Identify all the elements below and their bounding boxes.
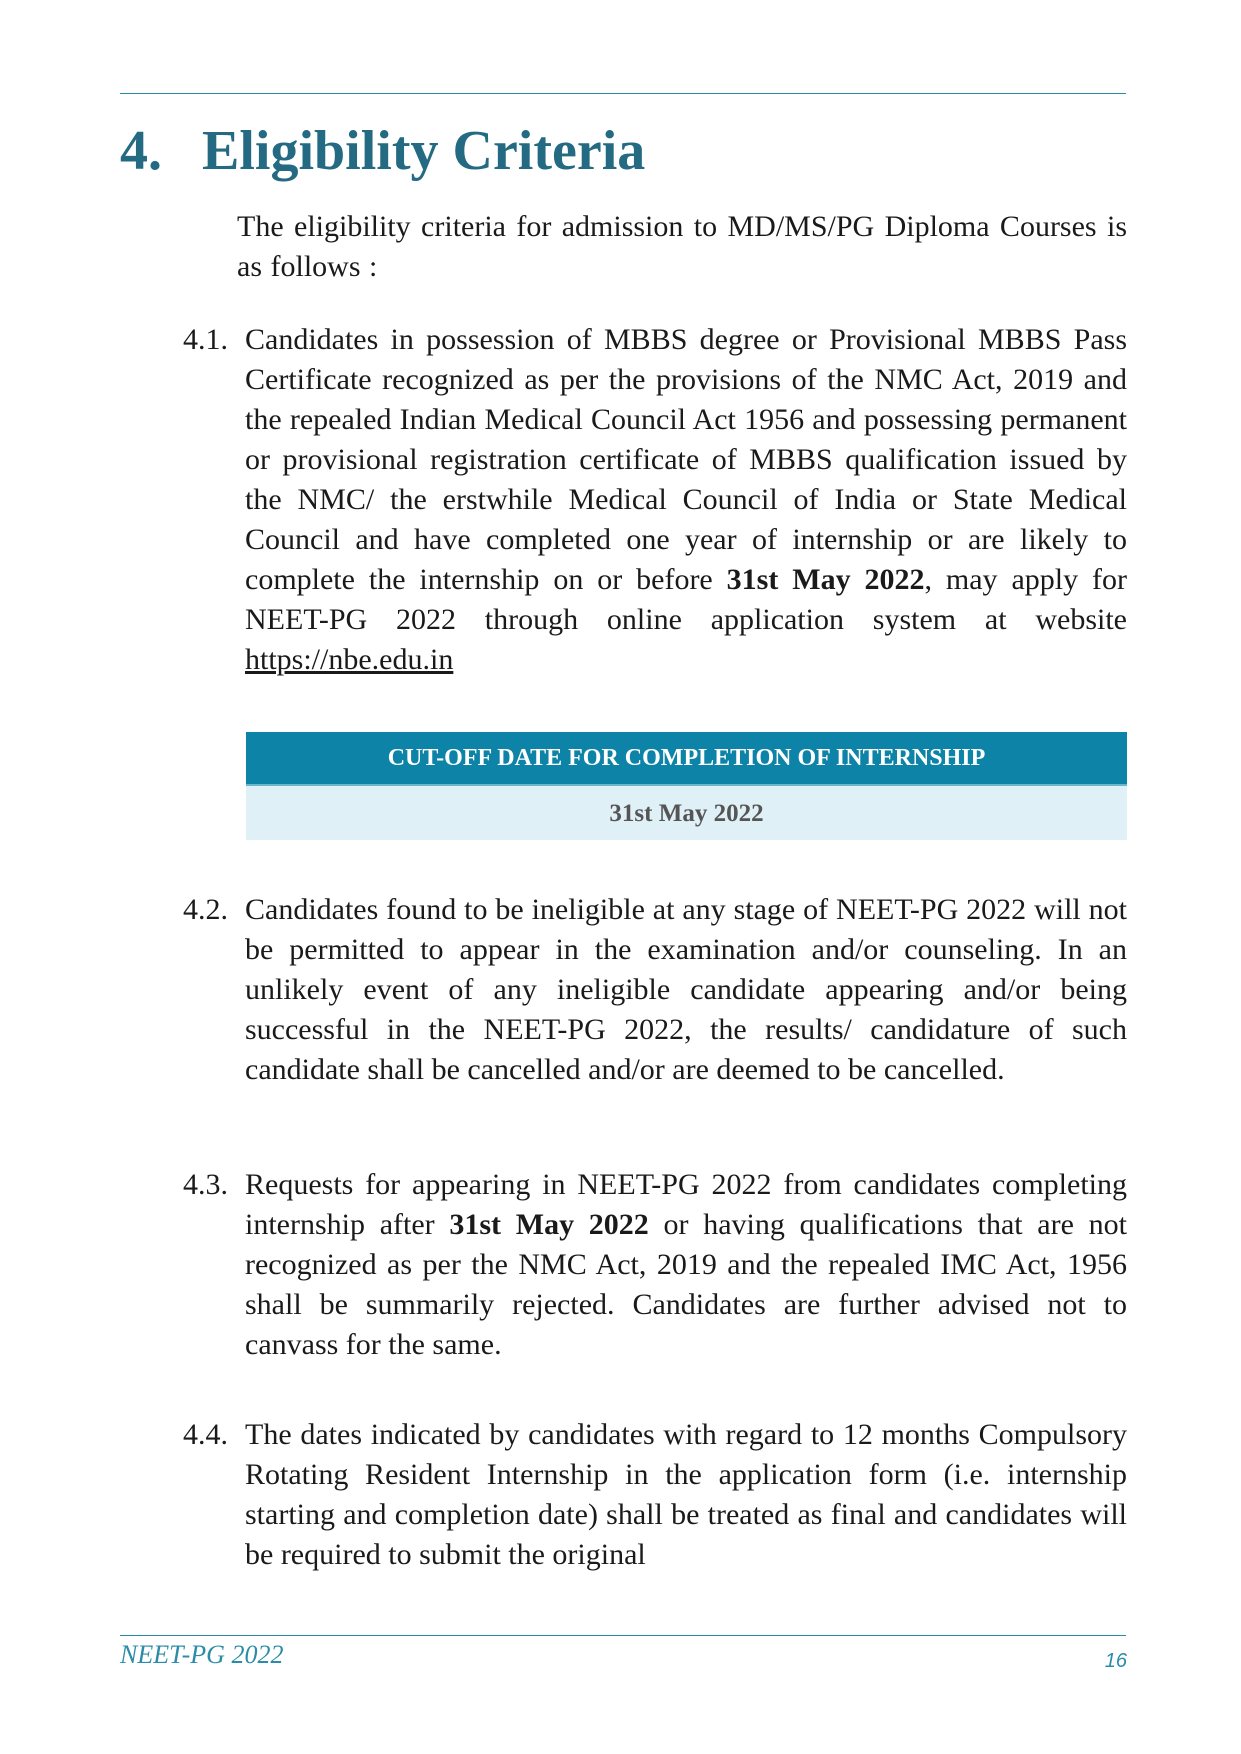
item-text-part: Requests for appearing in NEET-PG 2022 from candidates completing internship after (245, 1168, 1127, 1241)
intro-paragraph: The eligibility criteria for admission to MD/MS/PG Diploma Courses is as follows : (237, 210, 1127, 283)
top-rule (120, 93, 1126, 94)
item-text-part: Candidates in possession of MBBS degree or Provisional MBBS Pass Certificate recognized as per the provisions of the NMC Act, 2019 and the repealed Indian Medical Council Act 1956 and possessing permanent or provisional registration certificate of MBBS qualification issued by the NMC/ the erstwhile Medical Council of India or State Medical Council and have completed one year of internship or are likely to complete the internship on or before (245, 323, 1127, 596)
item-number: 4.4. (183, 1418, 228, 1451)
cutoff-date-callout (246, 732, 1127, 840)
item-number: 4.1. (183, 323, 228, 356)
section-number: 4. (120, 120, 162, 182)
criteria-item-4-4 (183, 1415, 1127, 1575)
item-number: 4.2. (183, 893, 228, 926)
cutoff-date-bold: 31st May 2022 (726, 563, 925, 596)
nbe-website-link[interactable]: https://nbe.edu.in (245, 643, 454, 676)
footer-title: NEET-PG 2022 (120, 1640, 284, 1669)
criteria-item-4-3 (183, 1165, 1127, 1365)
item-number: 4.3. (183, 1168, 228, 1201)
callout-value: 31st May 2022 (246, 786, 1127, 840)
item-text (245, 320, 1127, 680)
item-text: Candidates found to be ineligible at any stage of NEET-PG 2022 will not be permitted to appear in the examination and/or counseling. In an unlikely event of any ineligible candidate appearing and/or being successful in the NEET-PG 2022, the results/ candidature of such candidate shall be cancelled and/or are deemed to be cancelled. (245, 893, 1127, 1086)
criteria-item-4-1 (183, 320, 1127, 680)
item-text-part: , may apply for NEET-PG 2022 through online application system at website (245, 563, 1128, 636)
criteria-item-4-2 (183, 890, 1127, 1090)
cutoff-date-bold: 31st May 2022 (449, 1208, 649, 1241)
callout-header: CUT-OFF DATE FOR COMPLETION OF INTERNSHIP (246, 732, 1127, 786)
item-text-part: or having qualifications that are not recognized as per the NMC Act, 2019 and the repealed IMC Act, 1956 shall be summarily rejected. Candidates are further advised not to canvass for the same. (245, 1208, 1127, 1361)
item-text: The dates indicated by candidates with regard to 12 months Compulsory Rotating Resident Internship in the application form (i.e. internship starting and completion date) shall be treated as final and candidates will be required to submit the original (245, 1418, 1127, 1571)
page-number: 16 (1104, 1650, 1127, 1672)
section-title: Eligibility Criteria (202, 120, 646, 182)
item-text (245, 1165, 1127, 1365)
footer-rule (120, 1635, 1126, 1636)
section-heading (120, 118, 645, 184)
